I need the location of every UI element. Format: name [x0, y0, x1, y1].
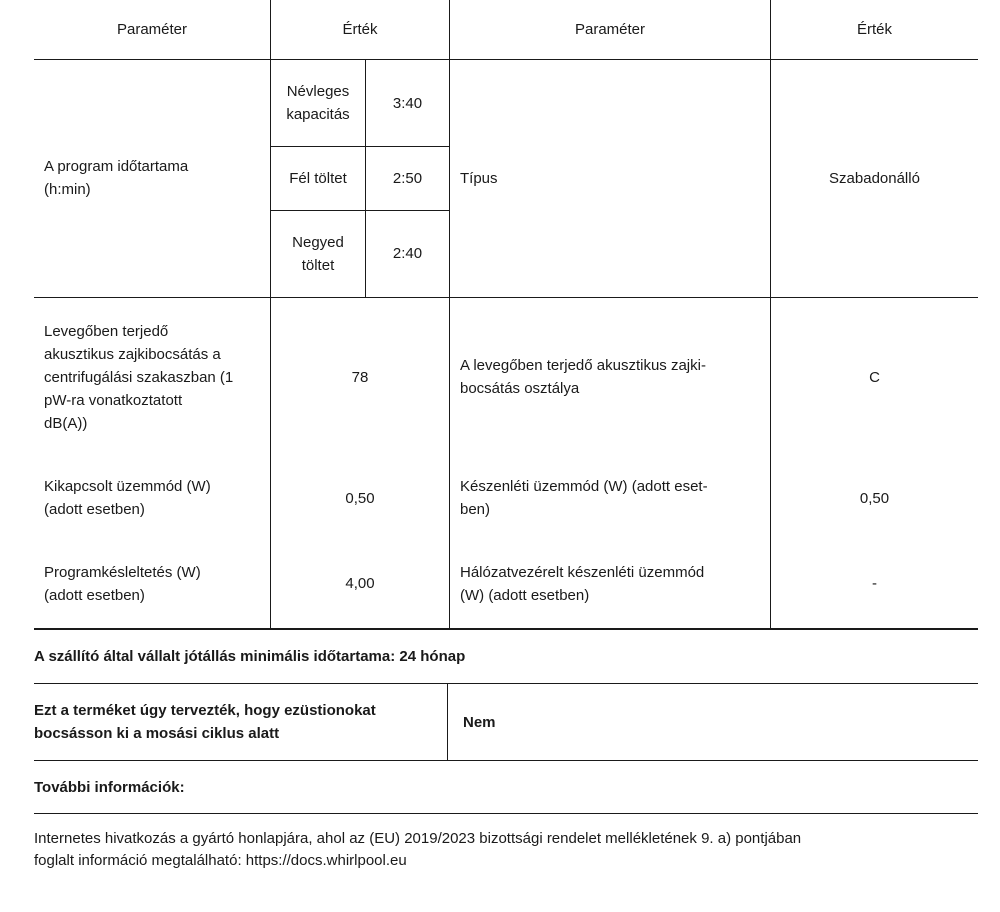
- program-duration-label: A program időtartama (h:min): [44, 158, 189, 198]
- rule-silver-bottom: [34, 760, 978, 761]
- time-half-value: 2:50: [392, 170, 423, 187]
- header-value-2: Érték: [856, 20, 892, 38]
- rule-duration-bottom: [34, 297, 978, 298]
- standby-mode-label: Készenléti üzemmód (W) (adott eset- ben): [460, 478, 708, 518]
- more-info-heading: További információk:: [34, 778, 185, 796]
- header-value-1: Érték: [342, 20, 378, 38]
- header-parameter-2: Paraméter: [574, 20, 646, 38]
- type-value: Szabadonálló: [829, 169, 920, 187]
- rule-warranty-bottom: [34, 683, 978, 684]
- vrule-col-3: [770, 0, 771, 628]
- vrule-col-1: [270, 0, 271, 628]
- rule-header-bottom: [34, 59, 978, 60]
- time-nominal-value: 3:40: [392, 94, 423, 112]
- warranty-text: A szállító által vállalt jótállás minimális időtartama: 24 hónap: [34, 647, 466, 665]
- standby-mode-value: 0,50: [859, 489, 890, 507]
- load-half-label: Fél töltet: [289, 170, 347, 187]
- noise-class-value: C: [869, 368, 880, 386]
- noise-value: 78: [351, 368, 369, 386]
- network-standby-value: -: [872, 575, 877, 592]
- vrule-silver: [447, 684, 448, 760]
- off-mode-value: 0,50: [345, 489, 375, 507]
- silver-ions-value: Nem: [463, 713, 496, 731]
- header-parameter-1: Paraméter: [116, 20, 188, 38]
- load-quarter-label: Negyed töltet: [292, 233, 344, 274]
- rule-table-bottom: [34, 628, 978, 630]
- network-standby-label: Hálózatvezérelt készenléti üzemmód (W) (adott esetben): [460, 563, 705, 604]
- off-mode-label: Kikapcsolt üzemmód (W) (adott esetben): [44, 478, 211, 518]
- time-quarter-value: 2:40: [392, 245, 423, 262]
- rule-info-bottom: [34, 813, 978, 814]
- silver-ions-label: Ezt a terméket úgy tervezték, hogy ezüstionokat bocsásson ki a mosási ciklus alatt: [34, 702, 376, 742]
- delay-label: Programkésleltetés (W) (adott esetben): [44, 563, 201, 604]
- vrule-col-2: [449, 0, 450, 628]
- noise-class-label: A levegőben terjedő akusztikus zajki- bocsátás osztálya: [460, 357, 706, 397]
- type-label: Típus: [460, 169, 498, 187]
- rule-subrow-1: [271, 146, 449, 147]
- rule-subrow-2: [271, 210, 449, 211]
- vrule-subtable: [365, 60, 366, 297]
- delay-value: 4,00: [345, 575, 375, 592]
- more-info-text: Internetes hivatkozás a gyártó honlapjára, ahol az (EU) 2019/2023 bizottsági rendelet mellékletének 9. a) pontjában foglalt információ megtalálható: https://docs.whirlpool.eu: [34, 830, 802, 869]
- load-nominal-label: Névleges kapacitás: [286, 83, 350, 123]
- noise-label: Levegőben terjedő akusztikus zajkibocsátás a centrifugálási szakaszban (1 pW-ra vonatkoztatott dB(A)): [44, 322, 234, 432]
